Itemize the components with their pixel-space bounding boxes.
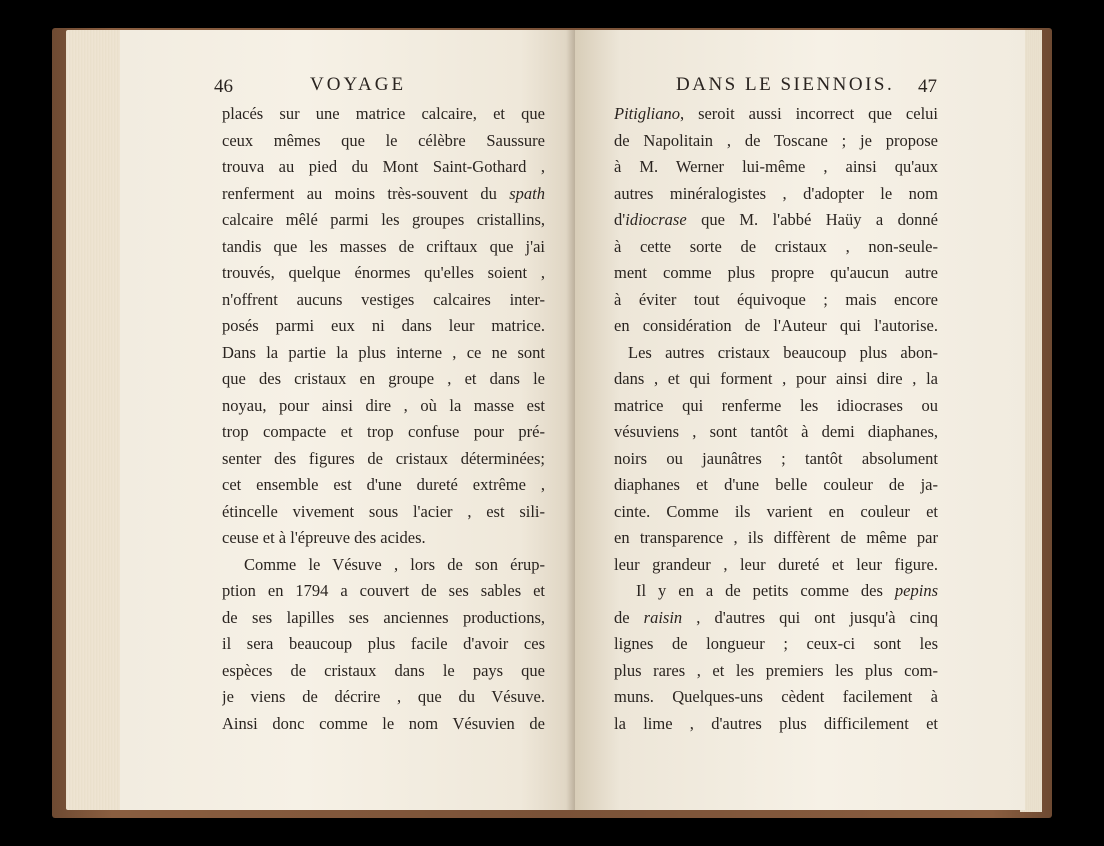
text-line: cinte. Comme ils varient en couleur et [614, 501, 938, 521]
text-line: de raisin , d'autres qui ont jusqu'à cinq [614, 607, 938, 627]
text-line: je viens de décrire , que du Vésuve. [222, 687, 545, 706]
text-line: trouvés, quelque énormes qu'elles soient , [222, 263, 545, 282]
text-line: espèces de cristaux dans le pays que [222, 660, 545, 680]
text-line: la lime , d'autres plus difficilement et [614, 713, 938, 733]
text-line: il sera beaucoup plus facile d'avoir ces [222, 634, 545, 653]
left-page-number: 46 [214, 76, 233, 97]
text-line: ceuse et à l'épreuve des acides. [222, 528, 426, 547]
text-line: Pitigliano, seroit aussi incorrect que celui [614, 104, 938, 123]
text-line: ceux mêmes que le célèbre Saussure [222, 130, 545, 150]
text-line: leur grandeur , leur dureté et leur figure. [614, 554, 938, 574]
text-line: en considération de l'Auteur qui l'autorise. [614, 316, 938, 335]
text-line: étincelle vivement sous l'acier , est sili- [222, 501, 545, 521]
text-line: Dans la partie la plus interne , ce ne sont [222, 342, 545, 362]
text-line: ption en 1794 a couvert de ses sables et [222, 581, 545, 600]
text-line: à éviter tout équivoque ; mais encore [614, 289, 938, 309]
text-line: vésuviens , sont tantôt à demi diaphanes, [614, 422, 938, 441]
text-line: plus rares , et les premiers les plus com- [614, 660, 938, 680]
text-line: noyau, pour ainsi dire , où la masse est [222, 395, 545, 415]
text-line: matrice qui renferme les idiocrases ou [614, 395, 938, 415]
text-line: trop compacte et trop confuse pour pré- [222, 422, 545, 441]
text-line: Il y en a de petits comme des pepins [636, 581, 938, 600]
text-line: dans , et qui forment , pour ainsi dire , la [614, 369, 938, 388]
text-line: senter des figures de cristaux déterminées; [222, 448, 545, 468]
text-line: d'idiocrase que M. l'abbé Haüy a donné [614, 210, 938, 229]
text-line: que des cristaux en groupe , et dans le [222, 369, 545, 388]
text-line: posés parmi eux ni dans leur matrice. [222, 316, 545, 335]
text-line: à cette sorte de cristaux , non-seule- [614, 236, 938, 256]
left-running-head: VOYAGE [310, 74, 407, 95]
text-line: calcaire mêlé parmi les groupes cristallins, [222, 210, 545, 229]
text-line: de Napolitain , de Toscane ; je propose [614, 130, 938, 150]
text-line: noirs ou jaunâtres ; tantôt absolument [614, 448, 938, 468]
text-line: diaphanes et d'une belle couleur de ja- [614, 475, 938, 494]
text-line: tandis que les masses de criftaux que j'ai [222, 236, 545, 256]
text-line: ment comme plus propre qu'aucun autre [614, 263, 938, 282]
text-line: de ses lapilles ses anciennes productions, [222, 607, 545, 627]
right-page-number: 47 [918, 76, 937, 97]
text-line: Comme le Vésuve , lors de son érup- [244, 554, 545, 574]
text-line: trouva au pied du Mont Saint-Gothard , [222, 157, 545, 176]
text-line: Les autres cristaux beaucoup plus abon- [628, 342, 938, 362]
text-line: renferment au moins très-souvent du spath [222, 183, 545, 203]
text-line: à M. Werner lui-même , ainsi qu'aux [614, 157, 938, 176]
text-line: n'offrent aucuns vestiges calcaires inter- [222, 289, 545, 309]
right-page-text [614, 101, 938, 737]
text-line: muns. Quelques-uns cèdent facilement à [614, 687, 938, 706]
page-edges-left [66, 30, 126, 810]
text-line: en transparence , ils diffèrent de même par [614, 528, 938, 547]
text-line: lignes de longueur ; ceux-ci sont les [614, 634, 938, 653]
text-line: autres minéralogistes , d'adopter le nom [614, 183, 938, 203]
right-running-head: DANS LE SIENNOIS. [676, 74, 895, 95]
text-line: Ainsi donc comme le nom Vésuvien de [222, 713, 545, 733]
text-line: cet ensemble est d'une dureté extrême , [222, 475, 545, 494]
text-line: placés sur une matrice calcaire, et que [222, 104, 545, 123]
left-page-text [222, 101, 545, 737]
